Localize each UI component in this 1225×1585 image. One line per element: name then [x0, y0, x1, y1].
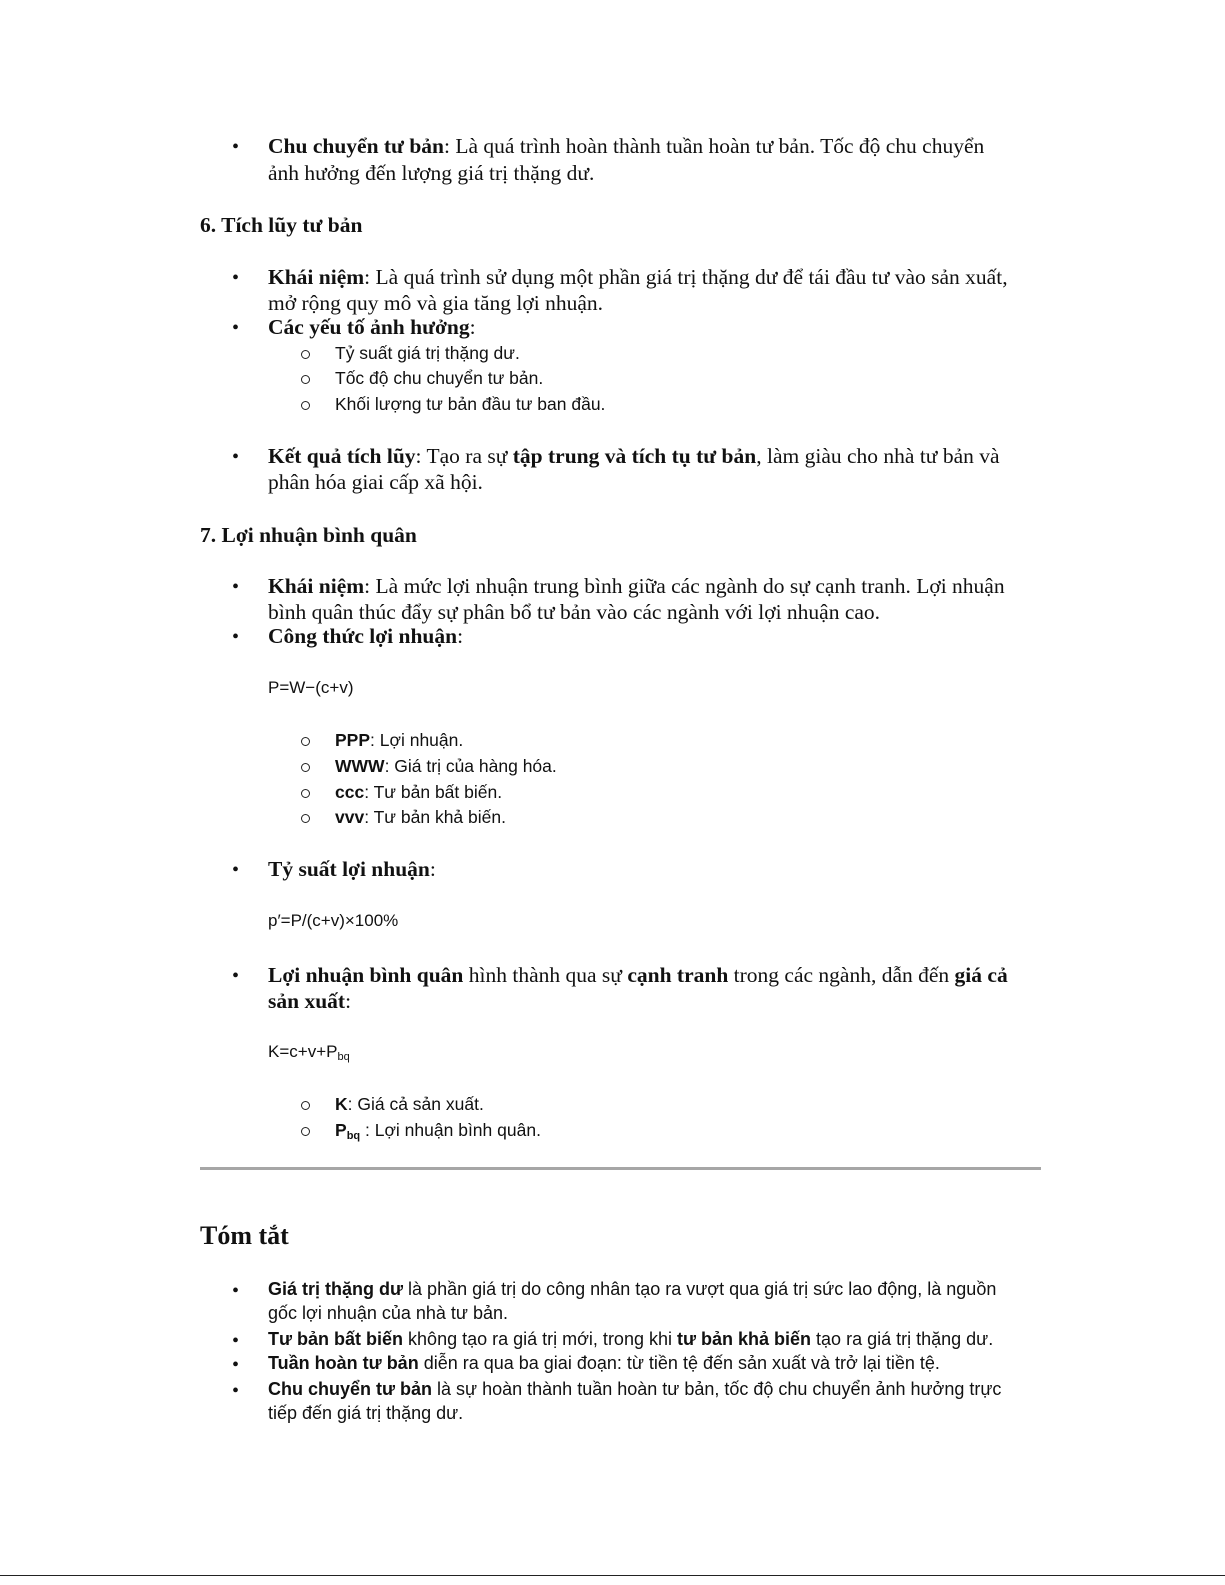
sub-item [335, 805, 506, 829]
item-text: : Tư bản bất biến. [364, 782, 503, 802]
formula-subscript: bq [337, 1051, 350, 1063]
term-bold: Tư bản bất biến [268, 1329, 404, 1349]
list-item-ty-suat [268, 856, 436, 882]
term-bold: Tỷ suất lợi nhuận [268, 857, 430, 881]
bullet-dot: • [232, 859, 240, 881]
bullet-dot: • [232, 576, 240, 598]
item-text: : Tư bản khả biến. [364, 807, 506, 827]
bullet-dot: • [232, 965, 240, 987]
item-text: : [429, 857, 436, 881]
list-item-cong-thuc [268, 623, 463, 649]
item-text: là phần giá trị do công nhân tạo ra vượt qua giá trị sức lao động, là nguồn [403, 1279, 997, 1299]
term-bold: Kết quả tích lũy [268, 444, 416, 468]
item-text: là sự hoàn thành tuần hoàn tư bản, tốc độ chu chuyển ảnh hưởng trực [432, 1379, 1002, 1399]
item-continuation: tiếp đến giá trị thặng dư. [268, 1403, 464, 1423]
bullet-dot: • [232, 1330, 240, 1352]
item-continuation: phân hóa giai cấp xã hội. [268, 470, 483, 494]
term-bold: ccc [335, 782, 365, 802]
item-text: không tạo ra giá trị mới, trong khi [403, 1329, 677, 1349]
item-text: : [345, 989, 352, 1013]
term-bold: cạnh tranh [627, 963, 729, 987]
term-bold: Tuần hoàn tư bản [268, 1353, 419, 1373]
item-text: : Là mức lợi nhuận trung bình giữa các ngành do sự cạnh tranh. Lợi nhuận [364, 574, 1005, 598]
circle-bullet [301, 350, 310, 359]
formula-profit: P=W−(c+v) [268, 678, 354, 697]
term-bold: Các yếu tố ảnh hưởng [268, 315, 470, 339]
circle-bullet [301, 789, 310, 798]
circle-bullet [301, 401, 310, 410]
bullet-dot: • [232, 267, 240, 289]
item-continuation [268, 988, 351, 1014]
item-text: trong các ngành, dẫn đến [728, 963, 955, 987]
formula-production-price [268, 1041, 350, 1063]
item-continuation: mở rộng quy mô và gia tăng lợi nhuận. [268, 291, 604, 315]
item-text: : Lợi nhuận bình quân. [360, 1120, 541, 1140]
sub-item [335, 780, 502, 804]
page-bottom-border [0, 1575, 1225, 1576]
item-continuation: gốc lợi nhuận của nhà tư bản. [268, 1303, 509, 1323]
term-bold: Lợi nhuận bình quân [268, 963, 464, 987]
bullet-dot: • [232, 626, 240, 648]
item-continuation: bình quân thúc đẩy sự phân bổ tư bản vào các ngành với lợi nhuận cao. [268, 600, 881, 624]
term-bold: WWW [335, 756, 385, 776]
section-heading-6: 6. Tích lũy tư bản [200, 213, 363, 237]
item-text: : Lợi nhuận. [370, 730, 464, 750]
bullet-dot: • [232, 317, 240, 339]
list-item-khai-niem-7 [268, 573, 1005, 599]
circle-bullet [301, 814, 310, 823]
item-text: : Là quá trình hoàn thành tuần hoàn tư bản. Tốc độ chu chuyển [444, 134, 985, 158]
sub-item: Tỷ suất giá trị thặng dư. [335, 343, 520, 363]
item-text: tạo ra giá trị thặng dư. [811, 1329, 994, 1349]
sub-item: Tốc độ chu chuyển tư bản. [335, 368, 544, 388]
summary-item [268, 1277, 996, 1302]
circle-bullet [301, 763, 310, 772]
term-bold: K [335, 1094, 348, 1114]
summary-item [268, 1351, 940, 1376]
term-bold: Khái niệm [268, 265, 365, 289]
formula-profit-rate: p′=P/(c+v)×100% [268, 911, 399, 930]
term-bold: P [335, 1120, 347, 1140]
term-bold: tư bản khả biến [676, 1329, 812, 1349]
sub-item [335, 1092, 484, 1116]
circle-bullet [301, 1127, 310, 1136]
item-text: hình thành qua sự [463, 963, 628, 987]
item-text: : [457, 624, 464, 648]
sub-item: Khối lượng tư bản đầu tư ban đầu. [335, 394, 606, 414]
sub-item [335, 754, 557, 778]
summary-item [268, 1377, 1001, 1402]
circle-bullet [301, 375, 310, 384]
summary-heading: Tóm tắt [200, 1221, 289, 1250]
horizontal-rule [200, 1167, 1041, 1170]
item-continuation: ảnh hưởng đến lượng giá trị thặng dư. [268, 161, 595, 185]
item-text: : Là quá trình sử dụng một phần giá trị thặng dư để tái đầu tư vào sản xuất, [364, 265, 1008, 289]
bullet-dot: • [232, 136, 240, 158]
term-bold: Chu chuyển tư bản [268, 134, 444, 158]
term-bold: vvv [335, 807, 365, 827]
circle-bullet [301, 737, 310, 746]
term-bold: sản xuất [268, 989, 346, 1013]
item-text: : Tạo ra sự [415, 444, 513, 468]
term-bold: giá cả [954, 963, 1008, 987]
term-bold: Giá trị thặng dư [268, 1279, 404, 1299]
term-bold: PPP [335, 730, 371, 750]
sub-item [335, 728, 463, 752]
term-bold: Công thức lợi nhuận [268, 624, 458, 648]
bullet-dot: • [232, 1380, 240, 1402]
section-heading-7: 7. Lợi nhuận bình quân [200, 523, 417, 547]
term-subscript: bq [346, 1130, 361, 1142]
item-text: , làm giàu cho nhà tư bản và [756, 444, 1000, 468]
bullet-dot: • [232, 1280, 240, 1302]
sub-item [335, 1118, 541, 1142]
list-item-binh-quan [268, 962, 1008, 988]
item-text: : Giá cả sản xuất. [347, 1094, 484, 1114]
formula-main: K=c+v+P [268, 1042, 338, 1061]
list-item-ket-qua [268, 443, 1000, 469]
item-text: : [469, 315, 476, 339]
item-text: diễn ra qua ba giai đoạn: từ tiền tệ đến sản xuất và trở lại tiền tệ. [418, 1353, 940, 1373]
summary-item [268, 1327, 993, 1352]
item-text: : Giá trị của hàng hóa. [384, 756, 557, 776]
bullet-dot: • [232, 446, 240, 468]
list-item-khai-niem [268, 264, 1008, 290]
term-bold: Chu chuyển tư bản [268, 1379, 433, 1399]
term-bold: tập trung và tích tụ tư bản [512, 444, 757, 468]
list-item-chu-chuyen [268, 133, 984, 159]
bullet-dot: • [232, 1354, 240, 1376]
circle-bullet [301, 1101, 310, 1110]
list-item-yeu-to [268, 314, 476, 340]
term-bold: Khái niệm [268, 574, 365, 598]
